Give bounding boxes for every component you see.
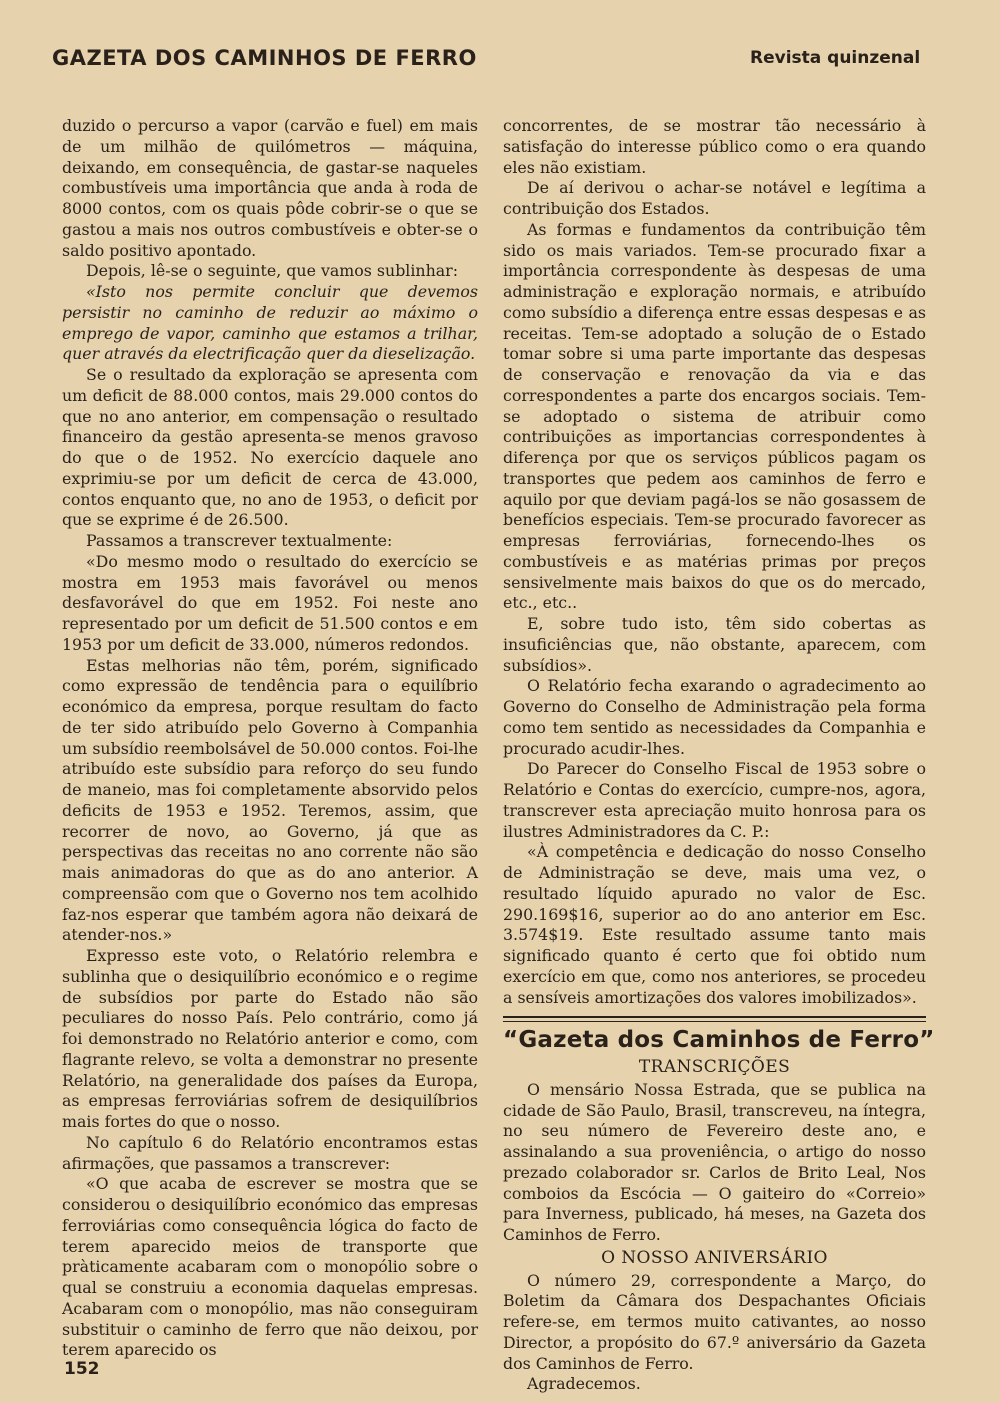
- paragraph: As formas e fundamentos da contribuição têm sido os mais variados. Tem-se procurado fixar a importância correspondente às despesas de uma administração e exploração normais, e atribuído como subsídio a diferença entre essas despesas e as receitas. Tem-se adoptado a solução de o Estado tomar sobre si uma parte importante das despesas de conservação e renovação da via e das correspondentes a parte dos encargos sociais. Tem-se adoptado o sistema de atribuir como contribuições as importancias correspondentes à diferença por que os serviços públicos pagam os transportes que pedem aos caminhos de ferro e aquilo por que deviam pagá-los se não gosassem de benefícios especiais. Tem-se procurado favorecer as empresas ferroviárias, fornecendo-lhes os combustíveis e as matérias primas por preços sensivelmente mais baixos do que os do mercado, etc., etc..: [503, 219, 926, 613]
- paragraph: Do Parecer do Conselho Fiscal de 1953 sobre o Relatório e Contas do exercício, cumpre-nos, agora, transcrever esta apreciação muito honrosa para os ilustres Administradores da C. P.:: [503, 759, 926, 841]
- section-heading-transcricoes: TRANSCRIÇÕES: [638, 1057, 791, 1077]
- column-masthead: “Gazeta dos Caminhos de Ferro”: [503, 1027, 935, 1054]
- paragraph: Estas melhorias não têm, porém, significado como expressão de tendência para o equilíbrio económico da empresa, porque resultam do facto de ter sido atribuído pelo Governo à Companhia um subsídio reembolsável de 50.000 contos. Foi-lhe atribuído este subsídio para reforço do seu fundo de maneio, mas foi completamente absorvido pelos deficits de 1953 e 1952. Teremos, assim, que recorrer de novo, ao Governo, já que as perspectivas das receitas no ano corrente não são mais animadoras do que as do ano anterior. A compreensão com que o Governo nos tem acolhido faz-nos esperar que também agora não deixará de atender-nos.»: [62, 655, 478, 945]
- column-divider: [503, 1016, 926, 1018]
- column-divider-thin: [503, 1021, 926, 1022]
- quote-paragraph: «O que acaba de escrever se mostra que se considerou o desiquilíbrio económico das empresas ferroviárias como consequência lógica do facto de terem aparecido meios de transporte que pràticamente acabaram com o monopólio sobre o qual se construiu a economia daquelas empresas. Acabaram com o monopólio, mas não conseguiram substituir o caminho de ferro que não deixou, por terem aparecido os: [62, 1174, 478, 1360]
- page-number: 152: [64, 1359, 100, 1379]
- paragraph: E, sobre tudo isto, têm sido cobertas as insuficiências que, não obstante, aparecem, com subsídios».: [503, 614, 926, 675]
- paragraph: concorrentes, de se mostrar tão necessário à satisfação do interesse público como o era quando eles não existiam.: [503, 116, 926, 177]
- quote-paragraph: «À competência e dedicação do nosso Conselho de Administração se deve, mais uma vez, o resultado líquido apurado no valor de Esc. 290.169$16, superior ao do ano anterior em Esc. 3.574$19. Este resultado assume tanto mais significado quanto é certo que foi obtido num exercício em que, como nos anteriores, se procedeu a sensíveis amortizações dos valores imobilizados».: [503, 842, 926, 1007]
- paragraph: No capítulo 6 do Relatório encontramos estas afirmações, que passamos a transcrever:: [62, 1132, 478, 1173]
- paragraph: Passamos a transcrever textualmente:: [86, 531, 393, 550]
- running-title: GAZETA DOS CAMINHOS DE FERRO: [52, 46, 477, 70]
- paragraph: duzido o percurso a vapor (carvão e fuel) em mais de um milhão de quilómetros — máquina, deixando, em consequência, de gastar-se naqueles combustíveis uma importância que anda à roda de 8000 contos, com os quais pôde cobrir-se o que se gastou a mais nos outros combustíveis e obter-se o saldo positivo apontado.: [62, 116, 478, 260]
- running-subtitle: Revista quinzenal: [750, 48, 921, 68]
- left-column: [62, 116, 478, 1361]
- paragraph: O número 29, correspondente a Março, do Boletim da Câmara dos Despachantes Oficiais refere-se, em termos muito cativantes, ao nosso Director, a propósito do 67.º aniversário da Gazeta dos Caminhos de Ferro.: [503, 1270, 926, 1373]
- paragraph: Expresso este voto, o Relatório relembra e sublinha que o desiquilíbrio económico e o regime de subsídios por parte do Estado não são peculiares do nosso País. Pelo contrário, como já foi demonstrado no Relatório anterior e como, com flagrante relevo, se volta a demonstrar no presente Relatório, na generalidade dos países da Europa, as empresas ferroviárias sofrem de desiquilíbrios mais fortes do que o nosso.: [62, 946, 478, 1131]
- paragraph: De aí derivou o achar-se notável e legítima a contribuição dos Estados.: [503, 178, 926, 218]
- section-heading-aniversario: O NOSSO ANIVERSÁRIO: [601, 1247, 828, 1268]
- paragraph: O Relatório fecha exarando o agradecimento ao Governo do Conselho de Administração pela forma como tem sentido as necessidades da Companhia e procurado acudir-lhes.: [503, 676, 926, 758]
- paragraph: O mensário Nossa Estrada, que se publica na cidade de São Paulo, Brasil, transcreveu, na íntegra, no seu número de Fevereiro deste ano, e assinalando a sua proveniência, o artigo do nosso prezado colaborador sr. Carlos de Brito Leal, Nos comboios da Escócia — O gaiteiro do «Correio» para Inverness, publicado, há meses, na Gazeta dos Caminhos de Ferro.: [503, 1079, 926, 1244]
- paragraph: Agradecemos.: [527, 1374, 641, 1394]
- quote-paragraph: «Do mesmo modo o resultado do exercício se mostra em 1953 mais favorável ou menos desfavorável do que em 1952. Foi neste ano representado por um deficit de 51.500 contos e em 1953 por um deficit de 33.000, números redondos.: [62, 551, 478, 654]
- quote-paragraph: «Isto nos permite concluir que devemos persistir no caminho de reduzir ao máximo o emprego de vapor, caminho que estamos a trilhar, quer através da electrificação quer da dieselização.: [62, 282, 478, 364]
- paragraph: Se o resultado da exploração se apresenta com um deficit de 88.000 contos, mais 29.000 contos do que no ano anterior, em compensação o resultado financeiro da gestão apresenta-se menos gravoso do que o de 1952. No exercício daquele ano exprimiu-se por um deficit de cerca de 43.000, contos enquanto que, no ano de 1953, o deficit por que se exprime é de 26.500.: [62, 365, 478, 530]
- paragraph: Depois, lê-se o seguinte, que vamos sublinhar:: [86, 261, 459, 281]
- right-column: [503, 116, 935, 1395]
